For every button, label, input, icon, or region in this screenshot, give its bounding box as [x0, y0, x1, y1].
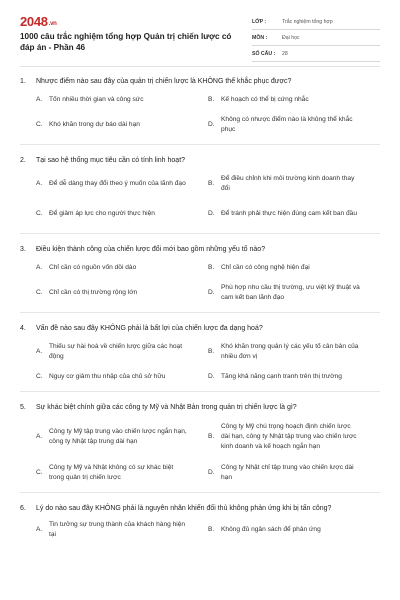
logo-suffix: .vn: [48, 21, 57, 27]
option-c[interactable]: [36, 209, 208, 219]
option-letter: D.: [208, 469, 215, 476]
option-text: Không có nhược điểm nào là không thể khắc phục: [221, 116, 353, 133]
option-c[interactable]: [36, 288, 208, 298]
option-row: [36, 337, 380, 367]
option-row: [36, 90, 380, 110]
question-prompt: Nhược điểm nào sau đây của quản trị chiến lược là KHÔNG thể khắc phục được?: [36, 77, 292, 85]
option-row: [36, 367, 380, 387]
option-b[interactable]: [208, 95, 380, 105]
option-text: Công ty Mỹ tập trung vào chiến lược ngắn hạn, công ty Nhật tập trung dài hạn: [49, 428, 187, 445]
option-letter: D.: [208, 210, 215, 217]
option-b[interactable]: [208, 525, 380, 535]
option-text: Phù hợp nhu cầu thị trường, ưu việt kỹ thuật và cam kết ban lãnh đạo: [221, 284, 360, 301]
question-3: [20, 240, 380, 313]
option-letter: B.: [208, 433, 215, 440]
info-label: LỚP :: [252, 18, 267, 25]
info-panel: [252, 14, 380, 62]
option-text: Công ty Nhật chỉ tập trung vào chiến lược dài hạn: [221, 464, 354, 481]
question-prompt: Điều kiện thành công của chiến lược đổi mới bao gồm những yếu tố nào?: [36, 245, 266, 253]
option-row: [36, 110, 380, 140]
option-a[interactable]: [36, 95, 208, 105]
option-text: Để giảm áp lực cho người thực hiện: [49, 210, 155, 217]
option-text: Nguy cơ giảm thu nhập của chủ sở hữu: [49, 373, 166, 380]
info-row-class: [252, 14, 380, 30]
question-options: [20, 258, 380, 313]
option-row: [36, 278, 380, 308]
option-row: [36, 258, 380, 278]
question-options: [20, 337, 380, 392]
logo-main: 2048: [20, 14, 48, 29]
question-list: [20, 72, 380, 553]
info-label: SỐ CÂU :: [252, 50, 276, 57]
question-2: [20, 151, 380, 234]
option-text: Để điều chỉnh khi môi trường kinh doanh thay đổi: [221, 175, 355, 192]
info-value: Trắc nghiệm tổng hợp: [282, 18, 333, 25]
header-divider: [20, 66, 380, 67]
question-number: 3.: [20, 245, 26, 253]
option-letter: B.: [208, 348, 215, 355]
question-options: [20, 169, 380, 234]
option-d[interactable]: [208, 209, 380, 219]
option-d[interactable]: [208, 115, 380, 135]
option-letter: A.: [36, 433, 43, 440]
question-text: [20, 319, 380, 337]
option-letter: C.: [36, 469, 43, 476]
option-text: Tin tưởng sự trung thành của khách hàng hiện tại: [49, 521, 186, 538]
option-row: [36, 169, 380, 199]
option-c[interactable]: [36, 372, 208, 382]
option-d[interactable]: [208, 283, 380, 303]
option-text: Công ty Mỹ và Nhật không có sự khác biệt trong quản trị chiến lược: [49, 464, 174, 481]
question-options: [20, 90, 380, 145]
option-c[interactable]: [36, 120, 208, 130]
option-letter: D.: [208, 373, 215, 380]
question-number: 6.: [20, 504, 26, 512]
option-a[interactable]: [36, 263, 208, 273]
option-b[interactable]: [208, 263, 380, 273]
page-header: [0, 0, 400, 62]
question-text: [20, 499, 380, 517]
option-letter: D.: [208, 121, 215, 128]
question-number: 1.: [20, 77, 26, 85]
option-a[interactable]: [36, 179, 208, 189]
option-letter: D.: [208, 289, 215, 296]
option-a[interactable]: [36, 520, 208, 540]
question-5: [20, 398, 380, 493]
info-value: Đại học: [282, 34, 300, 41]
question-prompt: Vấn đề nào sau đây KHÔNG phải là bất lợi của chiến lược đa dạng hoá?: [36, 324, 263, 332]
option-text: Thiếu sự hài hoà về chiến lược giữa các hoạt động: [49, 343, 183, 360]
question-options: [20, 517, 380, 547]
option-row: [36, 199, 380, 229]
option-text: Chỉ cần có nguồn vốn dồi dào: [49, 264, 137, 271]
option-b[interactable]: [208, 422, 380, 452]
page-title: 1000 câu trắc nghiệm tổng hợp Quản trị chiến lược có đáp án - Phần 46: [20, 32, 232, 52]
option-letter: A.: [36, 264, 43, 271]
info-row-subject: [252, 30, 380, 46]
option-letter: B.: [208, 526, 215, 533]
option-text: Để dễ dàng thay đổi theo ý muốn của lãnh đạo: [49, 180, 186, 187]
option-letter: A.: [36, 96, 43, 103]
option-letter: A.: [36, 526, 43, 533]
option-c[interactable]: [36, 463, 208, 483]
question-prompt: Lý do nào sau đây KHÔNG phải là nguyên nhân khiến đối thủ không phản ứng khi bị tấn công?: [36, 504, 332, 512]
option-text: Chỉ cần có thị trường rộng lớn: [49, 289, 138, 296]
option-letter: C.: [36, 121, 43, 128]
option-a[interactable]: [36, 427, 208, 447]
option-letter: C.: [36, 289, 43, 296]
option-b[interactable]: [208, 174, 380, 194]
option-text: Kế hoạch có thể bị cứng nhắc: [221, 96, 309, 103]
question-6: [20, 499, 380, 547]
question-4: [20, 319, 380, 392]
option-text: Tốn nhiều thời gian và công sức: [49, 96, 144, 103]
option-letter: B.: [208, 264, 215, 271]
question-prompt: Sự khác biệt chính giữa các công ty Mỹ và Nhật Bản trong quản trị chiến lược là gì?: [36, 403, 297, 411]
option-text: Chỉ cần có công nghệ hiện đại: [221, 264, 310, 271]
option-letter: C.: [36, 210, 43, 217]
option-text: Tăng khả năng cạnh tranh trên thị trường: [221, 373, 342, 380]
option-b[interactable]: [208, 342, 380, 362]
question-options: [20, 416, 380, 493]
option-row: [36, 517, 380, 543]
info-value: 28: [282, 50, 288, 57]
question-1: [20, 72, 380, 145]
option-text: Công ty Mỹ chú trọng hoạch định chiến lược dài hạn, công ty Nhật tập trung vào chiến lược kinh doanh và kế hoạch ngắn hạn: [221, 423, 357, 450]
question-text: [20, 72, 380, 90]
question-number: 5.: [20, 403, 26, 411]
option-text: Khó khăn trong dự báo dài hạn: [49, 121, 140, 128]
option-text: Khó khăn trong quản lý các yếu tố cân bản của nhiều đơn vị: [221, 343, 359, 360]
option-letter: C.: [36, 373, 43, 380]
question-number: 4.: [20, 324, 26, 332]
option-letter: A.: [36, 180, 43, 187]
option-letter: B.: [208, 96, 215, 103]
question-text: [20, 151, 380, 169]
info-row-count: [252, 46, 380, 62]
site-logo[interactable]: [20, 14, 57, 29]
info-label: MÔN :: [252, 34, 268, 41]
question-text: [20, 240, 380, 258]
option-text: Không đủ ngân sách để phản ứng: [221, 526, 321, 533]
option-a[interactable]: [36, 342, 208, 362]
option-letter: B.: [208, 180, 215, 187]
question-number: 2.: [20, 156, 26, 164]
question-text: [20, 398, 380, 416]
option-row: [36, 416, 380, 458]
question-prompt: Tại sao hệ thống mục tiêu cần có tính linh hoạt?: [36, 156, 186, 164]
option-row: [36, 458, 380, 488]
option-d[interactable]: [208, 463, 380, 483]
option-d[interactable]: [208, 372, 380, 382]
option-letter: A.: [36, 348, 43, 355]
option-text: Để tránh phải thực hiện đúng cam kết ban đầu: [221, 210, 358, 217]
